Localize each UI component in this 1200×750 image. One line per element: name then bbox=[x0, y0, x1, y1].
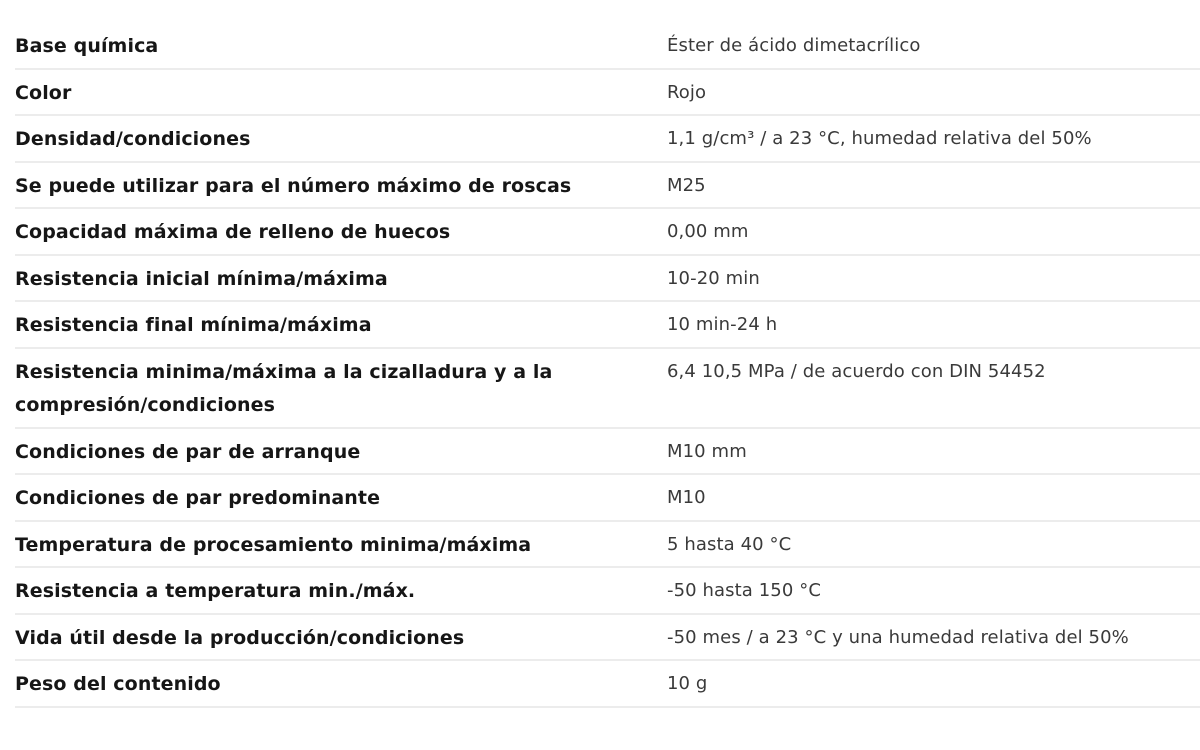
spec-value: 6,4 10,5 MPa / de acuerdo con DIN 54452 bbox=[667, 360, 1046, 382]
spec-value: M10 mm bbox=[667, 440, 747, 462]
spec-row-prevailing-torque bbox=[15, 475, 1200, 522]
spec-value: 1,1 g/cm³ / a 23 °C, humedad relativa del 50% bbox=[667, 128, 1092, 149]
spec-row-shear-strength bbox=[15, 349, 1200, 429]
spec-row-color bbox=[15, 70, 1200, 117]
spec-row-processing-temp bbox=[15, 522, 1200, 569]
spec-value: 10-20 min bbox=[667, 267, 760, 289]
spec-value: 5 hasta 40 °C bbox=[667, 533, 792, 555]
spec-row-final-strength bbox=[15, 302, 1200, 349]
spec-label: Copacidad máxima de relleno de huecos bbox=[15, 221, 451, 243]
spec-label: Resistencia a temperatura min./máx. bbox=[15, 580, 416, 602]
spec-row-temp-resistance bbox=[15, 568, 1200, 615]
spec-value: -50 mes / a 23 °C y una humedad relativa del 50% bbox=[667, 626, 1129, 648]
spec-value: 10 min-24 h bbox=[667, 314, 778, 335]
spec-value: 10 g bbox=[667, 673, 708, 694]
spec-value: -50 hasta 150 °C bbox=[667, 580, 821, 601]
spec-label: Base química bbox=[15, 35, 159, 57]
spec-label: Vida útil desde la producción/condiciones bbox=[15, 626, 465, 649]
spec-value: Éster de ácido dimetacrílico bbox=[667, 35, 921, 56]
spec-label: Densidad/condiciones bbox=[15, 128, 251, 150]
spec-label: Peso del contenido bbox=[15, 673, 221, 695]
spec-row-max-thread bbox=[15, 163, 1200, 210]
spec-value: 0,00 mm bbox=[667, 221, 749, 242]
spec-label: Se puede utilizar para el número máximo de roscas bbox=[15, 174, 572, 197]
spec-value: M25 bbox=[667, 174, 706, 196]
spec-row-initial-strength bbox=[15, 256, 1200, 303]
spec-value: Rojo bbox=[667, 81, 707, 103]
spec-row-gap-fill bbox=[15, 209, 1200, 256]
spec-value: M10 bbox=[667, 487, 706, 508]
spec-label: Condiciones de par de arranque bbox=[15, 440, 361, 463]
spec-label: Resistencia final mínima/máxima bbox=[15, 314, 372, 336]
spec-label: Color bbox=[15, 81, 72, 104]
spec-label: Temperatura de procesamiento minima/máxima bbox=[15, 533, 532, 556]
specifications-table bbox=[15, 23, 1200, 708]
spec-row-breakaway-torque bbox=[15, 429, 1200, 476]
spec-label: Condiciones de par predominante bbox=[15, 487, 381, 509]
spec-row-density bbox=[15, 116, 1200, 163]
spec-label: Resistencia inicial mínima/máxima bbox=[15, 267, 388, 290]
spec-label: Resistencia minima/máxima a la cizalladura y a la compresión/condiciones bbox=[15, 360, 553, 416]
spec-row-chemical-base bbox=[15, 23, 1200, 70]
spec-row-content-weight bbox=[15, 661, 1200, 708]
spec-row-shelf-life bbox=[15, 615, 1200, 662]
